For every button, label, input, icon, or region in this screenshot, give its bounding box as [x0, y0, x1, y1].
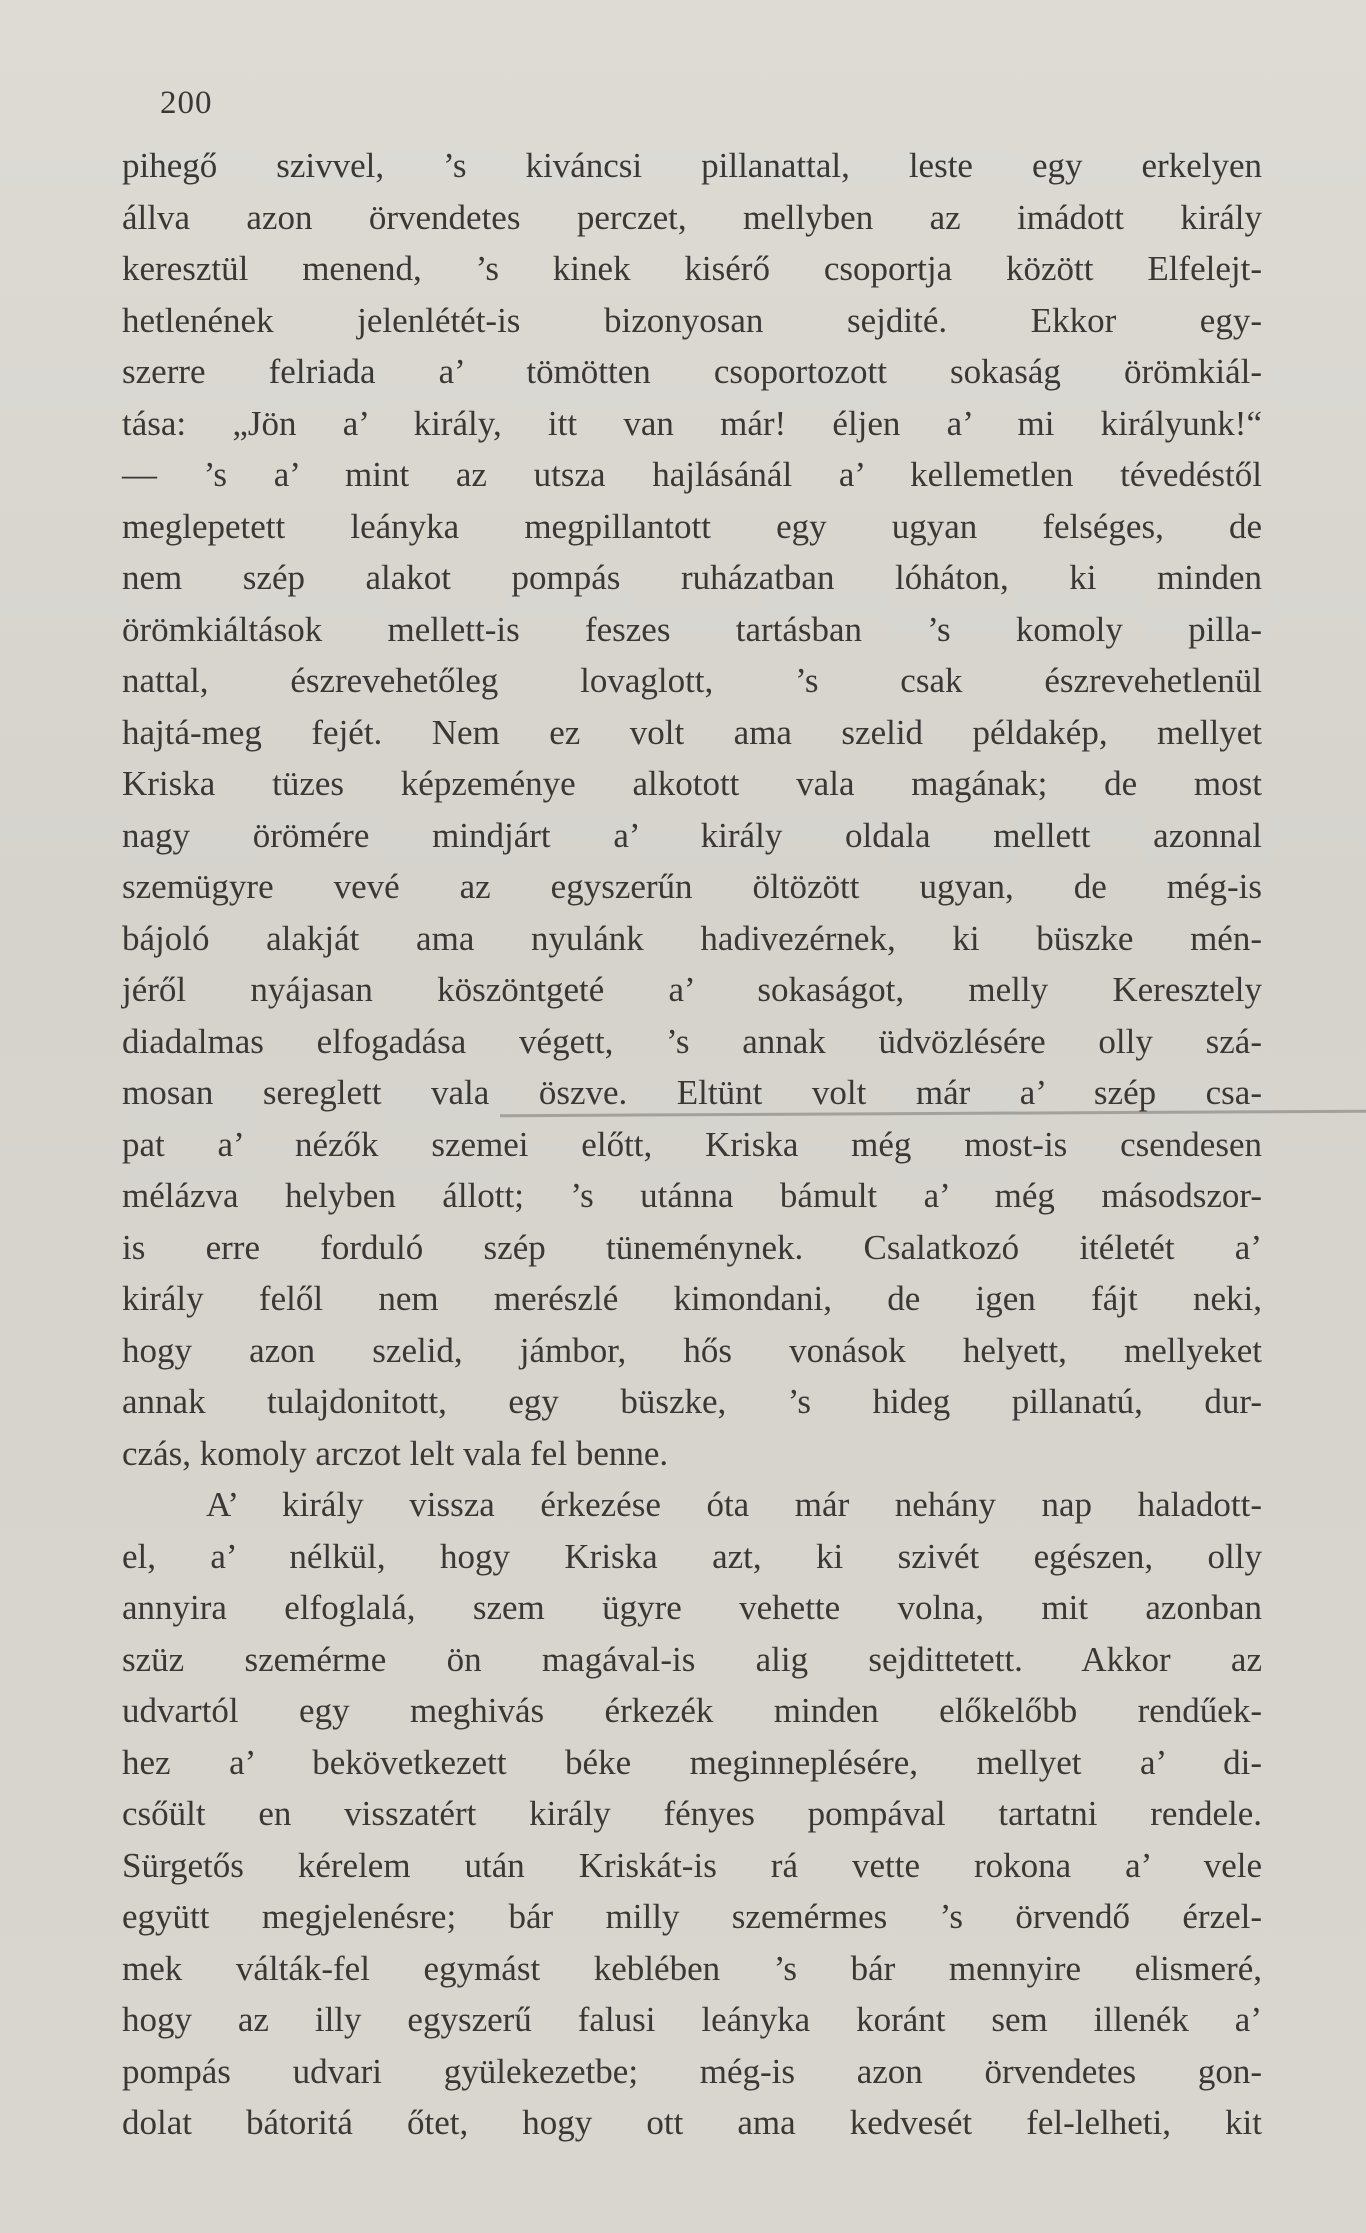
text-line: tása: „Jön a’ király, itt van már! éljen a’ mi királyunk!“ [122, 403, 1262, 443]
text-line: nagy örömére mindjárt a’ király oldala mellett azonnal [122, 815, 1262, 855]
text-line: hogy az illy egyszerű falusi leányka koránt sem illenék a’ [122, 2000, 1262, 2039]
text-line: A’ király vissza érkezése óta már nehány nap haladott- [206, 1485, 1262, 1524]
text-line: diadalmas elfogadása végett, ’s annak üdvözlésére olly szá- [122, 1021, 1262, 1061]
text-line: hez a’ bekövetkezett béke meginneplésére, mellyet a’ di- [122, 1742, 1262, 1782]
text-line: mek válták-fel egymást keblében ’s bár mennyire elismeré, [122, 1948, 1262, 1988]
text-line: mélázva helyben állott; ’s utánna bámult a’ még másodszor- [122, 1176, 1262, 1215]
text-line: nattal, észrevehetőleg lovaglott, ’s csak észrevehetlenül [122, 661, 1262, 700]
text-line: szerre felriada a’ tömötten csoportozott sokaság örömkiál- [122, 352, 1262, 391]
text-line: hajtá-meg fejét. Nem ez volt ama szelid példakép, mellyet [122, 712, 1262, 752]
text-line: örömkiáltások mellett-is feszes tartásban ’s komoly pilla- [122, 609, 1262, 649]
text-line: udvartól egy meghivás érkezék minden előkelőbb rendűek- [122, 1691, 1262, 1730]
text-line: állva azon örvendetes perczet, mellyben az imádott király [122, 197, 1262, 237]
text-line: keresztül menend, ’s kinek kisérő csoportja között Elfelejt- [122, 249, 1262, 288]
text-line: annyira elfoglalá, szem ügyre vehette volna, mit azonban [122, 1588, 1262, 1627]
page-number: 200 [160, 85, 213, 121]
text-line: szemügyre vevé az egyszerűn öltözött ugyan, de még-is [122, 867, 1262, 906]
text-line: bájoló alakját ama nyulánk hadivezérnek, ki büszke mén- [122, 918, 1262, 958]
text-line: dolat bátoritá őtet, hogy ott ama kedvesét fel-lelheti, kit [122, 2103, 1262, 2142]
text-line: pompás udvari gyülekezetbe; még-is azon örvendetes gon- [122, 2051, 1262, 2091]
text-line: csőült en visszatért király fényes pompával tartatni rendele. [122, 1794, 1262, 1833]
text-line: is erre forduló szép tüneménynek. Csalatkozó itéletét a’ [122, 1227, 1262, 1267]
text-line: Kriska tüzes képzeménye alkotott vala magának; de most [122, 764, 1262, 803]
text-line: szüz szemérme ön magával-is alig sejdittetett. Akkor az [122, 1639, 1262, 1679]
text-line: Sürgetős kérelem után Kriskát-is rá vette rokona a’ vele [122, 1845, 1262, 1885]
text-line: mosan sereglett vala öszve. Eltünt volt már a’ szép csa- [122, 1073, 1262, 1112]
text-line: pihegő szivvel, ’s kiváncsi pillanattal, leste egy erkelyen [122, 146, 1262, 185]
text-line: — ’s a’ mint az utsza hajlásánál a’ kellemetlen tévedéstől [122, 455, 1262, 494]
text-line: hogy azon szelid, jámbor, hős vonások helyett, mellyeket [122, 1330, 1262, 1370]
text-line: király felől nem merészlé kimondani, de igen fájt neki, [122, 1279, 1262, 1318]
text-line: meglepetett leányka megpillantott egy ugyan felséges, de [122, 506, 1262, 546]
body-text [122, 140, 1262, 2149]
text-line: jéről nyájasan köszöntgeté a’ sokaságot, melly Keresztely [122, 970, 1262, 1009]
text-line: nem szép alakot pompás ruházatban lóháton, ki minden [122, 558, 1262, 597]
text-line: czás, komoly arczot lelt vala fel benne. [122, 1433, 669, 1473]
text-line: annak tulajdonitott, egy büszke, ’s hideg pillanatú, dur- [122, 1382, 1262, 1421]
text-line: el, a’ nélkül, hogy Kriska azt, ki szivét egészen, olly [122, 1536, 1262, 1576]
text-line: hetlenének jelenlétét-is bizonyosan sejdité. Ekkor egy- [122, 300, 1262, 340]
text-line: pat a’ nézők szemei előtt, Kriska még most-is csendesen [122, 1124, 1262, 1164]
text-line: együtt megjelenésre; bár milly szemérmes ’s örvendő érzel- [122, 1897, 1262, 1936]
